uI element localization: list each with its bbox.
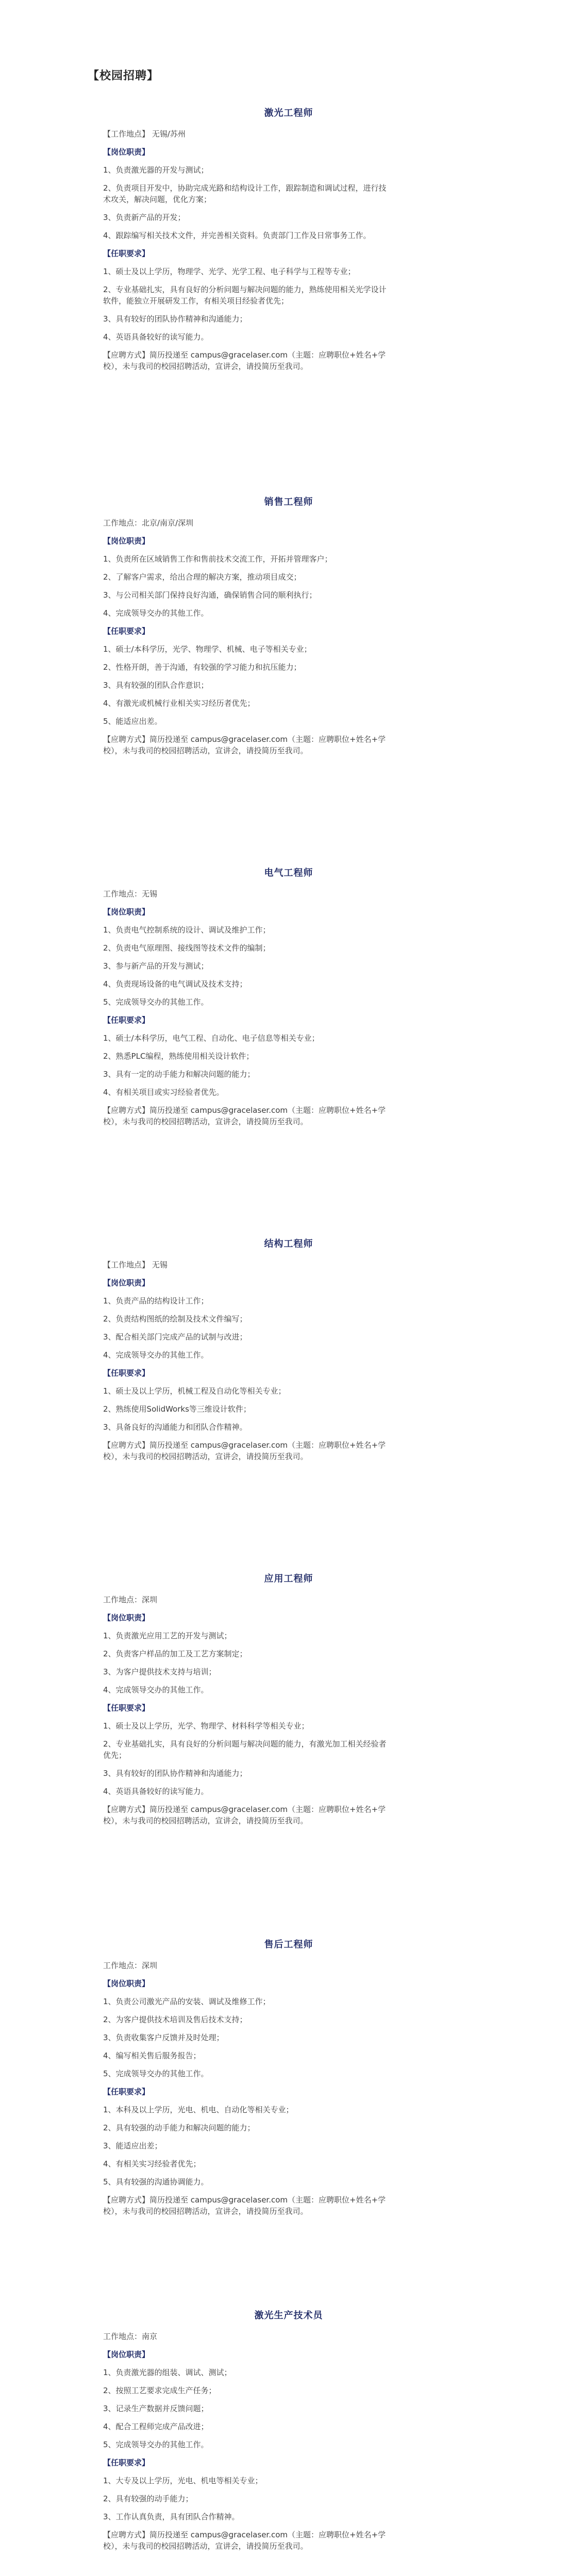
duty-item: 1、负责产品的结构设计工作； [103,1296,209,1306]
requirement-item: 5、能适应出差。 [103,717,162,726]
duty-item: 2、负责结构图纸的绘制及技术文件编写； [103,1314,247,1324]
requirement-item: 1、硕士/本科学历，电气工程、自动化、电子信息等相关专业； [103,1033,320,1043]
requirement-heading: 【任职要求】 [103,1015,150,1025]
requirement-heading: 【任职要求】 [103,2087,150,2096]
apply-info: 【应聘方式】简历投递至 campus@gracelaser.com（主题：应聘职位+姓名+学校），未与我司的校园招聘活动，宣讲会，请投简历至我司。 [103,350,386,371]
requirement-item: 1、大专及以上学历，光电、机电等相关专业； [103,2476,263,2485]
duty-item: 4、完成领导交办的其他工作。 [103,1685,209,1694]
duty-item: 4、配合工程师完成产品改进； [103,2422,209,2431]
requirement-item: 2、具有较强的动手能力； [103,2494,193,2503]
job-title: 激光工程师 [264,108,313,118]
job-location: 工作地点：北京/南京/深圳 [103,518,194,528]
duty-item: 3、配合相关部门完成产品的试制与改进； [103,1332,247,1342]
job-title: 电气工程师 [264,868,313,878]
duty-item: 3、参与新产品的开发与测试； [103,961,209,971]
duty-item: 4、编写相关售后服务报告； [103,2051,201,2060]
duty-heading: 【岗位职责】 [103,147,150,157]
requirement-item: 3、能适应出差； [103,2141,162,2150]
duty-item: 1、负责激光器的组装、调试、测试； [103,2368,232,2377]
duty-item: 5、完成领导交办的其他工作。 [103,997,209,1007]
duty-heading: 【岗位职责】 [103,1278,150,1287]
duty-item: 2、负责项目开发中，协助完成光路和结构设计工作，跟踪制造和调试过程，进行技术攻关，解决问题，优化方案； [103,183,387,204]
requirement-item: 3、工作认真负责，具有团队合作精神。 [103,2512,240,2521]
duty-heading: 【岗位职责】 [103,2350,150,2359]
duty-item: 3、负责收集客户反馈并及时处理； [103,2033,224,2042]
requirement-heading: 【任职要求】 [103,626,150,636]
requirement-item: 3、具有较好的团队协作精神和沟通能力； [103,1769,247,1778]
requirement-heading: 【任职要求】 [103,1368,150,1378]
requirement-item: 4、英语具备较好的读写能力。 [103,1787,209,1796]
job-section [103,495,474,763]
duty-item: 4、负责现场设备的电气调试及技术支持； [103,979,247,989]
duty-item: 2、为客户提供技术培训及售后技术支持； [103,2015,247,2024]
apply-info: 【应聘方式】简历投递至 campus@gracelaser.com（主题：应聘职位+姓名+学校），未与我司的校园招聘活动，宣讲会，请投简历至我司。 [103,2530,386,2551]
duty-item: 1、负责电气控制系统的设计、调试及维护工作； [103,925,271,935]
job-title: 结构工程师 [264,1239,313,1249]
job-location: 【工作地点】 无锡 [103,1260,168,1269]
requirement-item: 3、具有较好的团队协作精神和沟通能力； [103,314,247,324]
duty-item: 2、负责电气原理图、接线图等技术文件的编制； [103,943,271,953]
requirement-item: 3、具备良好的沟通能力和团队合作精神。 [103,1422,247,1432]
requirement-item: 4、有激光或机械行业相关实习经历者优先； [103,699,255,708]
requirement-item: 2、专业基础扎实，具有良好的分析问题与解决问题的能力，有激光加工相关经验者优先； [103,1739,387,1760]
requirement-item: 1、硕士及以上学历，物理学、光学、光学工程、电子科学与工程等专业； [103,267,356,276]
job-title: 售后工程师 [264,1939,313,1950]
job-location: 工作地点：深圳 [103,1961,158,1970]
duty-item: 4、完成领导交办的其他工作。 [103,608,209,618]
requirement-item: 2、性格开朗，善于沟通，有较强的学习能力和抗压能力； [103,663,302,672]
duty-item: 2、负责客户样品的加工及工艺方案制定； [103,1649,247,1658]
requirement-item: 2、专业基础扎实，具有良好的分析问题与解决问题的能力，熟练使用相关光学设计软件，能独立开展研发工作，有相关项目经验者优先； [103,285,387,306]
duty-item: 3、记录生产数据并反馈问题； [103,2404,209,2413]
requirement-item: 5、具有较强的沟通协调能力。 [103,2177,209,2187]
requirement-item: 1、硕士及以上学历，光学、物理学、材料科学等相关专业； [103,1721,309,1731]
apply-info: 【应聘方式】简历投递至 campus@gracelaser.com（主题：应聘职位+姓名+学校），未与我司的校园招聘活动，宣讲会，请投简历至我司。 [103,1106,386,1126]
job-section [103,866,474,1134]
job-section [103,1236,474,1469]
duty-item: 1、负责激光器的开发与测试； [103,165,209,175]
requirement-item: 1、硕士及以上学历，机械工程及自动化等相关专业； [103,1386,286,1396]
duty-item: 5、完成领导交办的其他工作。 [103,2440,209,2449]
job-title: 应用工程师 [264,1573,313,1584]
job-section [103,1937,474,2224]
requirement-item: 4、英语具备较好的读写能力。 [103,332,209,342]
requirement-item: 1、本科及以上学历，光电、机电、自动化等相关专业； [103,2105,294,2114]
requirement-heading: 【任职要求】 [103,2458,150,2467]
duty-heading: 【岗位职责】 [103,536,150,546]
requirement-item: 3、具有一定的动手能力和解决问题的能力； [103,1070,255,1079]
duty-heading: 【岗位职责】 [103,907,150,917]
requirement-item: 3、具有较强的团队合作意识； [103,681,209,690]
job-section [103,1571,474,1833]
duty-item: 3、与公司相关部门保持良好沟通，确保销售合同的顺利执行； [103,590,317,600]
job-location: 【工作地点】 无锡/苏州 [103,129,186,139]
requirement-item: 1、硕士/本科学历，光学、物理学、机械、电子等相关专业； [103,645,312,654]
duty-heading: 【岗位职责】 [103,1613,150,1622]
job-title: 激光生产技术员 [254,2310,323,2321]
duty-item: 3、负责新产品的开发； [103,213,186,222]
duty-item: 4、跟踪编写相关技术文件，并完善相关资料。负责部门工作及日常事务工作。 [103,231,371,240]
apply-info: 【应聘方式】简历投递至 campus@gracelaser.com（主题：应聘职位+姓名+学校），未与我司的校园招聘活动，宣讲会，请投简历至我司。 [103,1440,386,1461]
duty-item: 1、负责公司激光产品的安装、调试及维修工作； [103,1997,271,2006]
page-title: 【校园招聘】 [88,70,159,82]
job-location: 工作地点：深圳 [103,1595,158,1604]
apply-info: 【应聘方式】简历投递至 campus@gracelaser.com（主题：应聘职位+姓名+学校），未与我司的校园招聘活动，宣讲会，请投简历至我司。 [103,1805,386,1825]
requirement-item: 2、熟悉PLC编程，熟练使用相关设计软件； [103,1052,254,1061]
duty-item: 2、了解客户需求，给出合理的解决方案，推动项目成交； [103,572,302,582]
duty-item: 2、按照工艺要求完成生产任务； [103,2386,216,2395]
apply-info: 【应聘方式】简历投递至 campus@gracelaser.com（主题：应聘职位+姓名+学校），未与我司的校园招聘活动，宣讲会，请投简历至我司。 [103,735,386,755]
job-location: 工作地点：南京 [103,2332,158,2341]
duty-item: 3、为客户提供技术支持与培训； [103,1667,216,1676]
requirement-item: 2、熟练使用SolidWorks等三维设计软件； [103,1404,251,1414]
duty-item: 5、完成领导交办的其他工作。 [103,2069,209,2078]
requirement-item: 2、具有较强的动手能力和解决问题的能力； [103,2123,255,2132]
apply-info: 【应聘方式】简历投递至 campus@gracelaser.com（主题：应聘职位+姓名+学校），未与我司的校园招聘活动，宣讲会，请投简历至我司。 [103,2195,386,2216]
job-section [103,106,474,379]
duty-item: 1、负责激光应用工艺的开发与测试； [103,1631,232,1640]
requirement-heading: 【任职要求】 [103,1703,150,1713]
duty-item: 1、负责所在区域销售工作和售前技术交流工作，开拓并管理客户； [103,554,332,564]
requirement-heading: 【任职要求】 [103,249,150,258]
duty-heading: 【岗位职责】 [103,1979,150,1988]
duty-item: 4、完成领导交办的其他工作。 [103,1350,209,1360]
job-section [103,2308,474,2558]
requirement-item: 4、有相关实习经验者优先； [103,2159,201,2168]
requirement-item: 4、有相关项目或实习经验者优先。 [103,1088,224,1097]
job-location: 工作地点：无锡 [103,889,158,899]
job-title: 销售工程师 [264,497,313,507]
